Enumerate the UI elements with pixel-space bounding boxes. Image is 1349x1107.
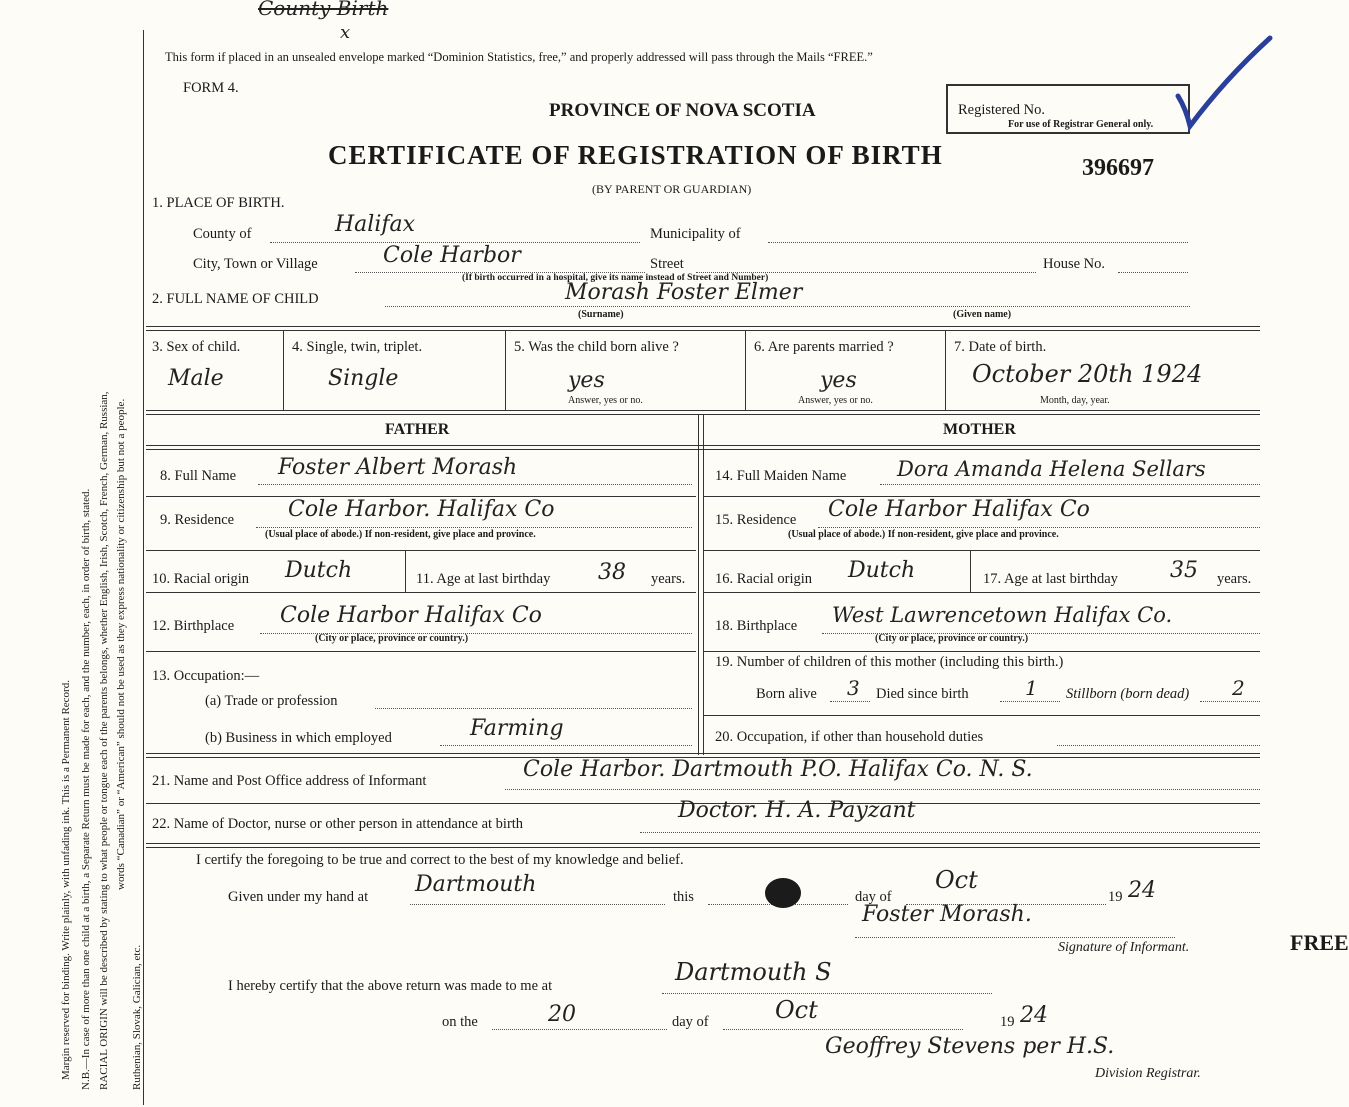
mother-name-value: Dora Amanda Helena Sellars — [897, 457, 1206, 481]
certificate-number: 396697 — [1082, 155, 1154, 181]
form-number: FORM 4. — [183, 80, 239, 96]
registrar-month: Oct — [775, 996, 818, 1024]
province-heading: PROVINCE OF NOVA SCOTIA — [549, 100, 816, 121]
registrar-text: I hereby certify that the above return was made to me at — [228, 978, 553, 994]
binding-line — [143, 30, 144, 1105]
father-heading: FATHER — [385, 421, 450, 438]
married-note: Answer, yes or no. — [798, 395, 873, 406]
given-label: Given under my hand at — [228, 889, 369, 905]
county-value: Halifax — [335, 212, 416, 237]
annotation-county-birth: County Birth — [258, 0, 389, 20]
certificate-title: CERTIFICATE OF REGISTRATION OF BIRTH — [328, 140, 943, 170]
single-label: 4. Single, twin, triplet. — [292, 339, 423, 355]
alive-note: Answer, yes or no. — [568, 395, 643, 406]
margin-note-1: Margin reserved for binding. Write plainly, with unfading ink. This is a Permanent Record. — [60, 680, 72, 1080]
registrar-year: 24 — [1020, 1003, 1048, 1028]
sex-value: Male — [168, 366, 224, 391]
business-value: Farming — [470, 716, 564, 741]
mother-name-label: 14. Full Maiden Name — [715, 468, 847, 484]
doctor-value: Doctor. H. A. Payzant — [678, 798, 916, 823]
informant-value: Cole Harbor. Dartmouth P.O. Halifax Co. N. S. — [523, 757, 1033, 782]
mother-heading: MOTHER — [943, 421, 1016, 438]
county-label: County of — [193, 226, 252, 242]
died-value: 1 — [1025, 676, 1038, 700]
city-label: City, Town or Village — [193, 256, 318, 272]
margin-note-5: Ruthenian, Slovak, Galician, etc. — [131, 944, 143, 1090]
father-res-value: Cole Harbor. Halifax Co — [288, 497, 555, 522]
informant-label: 21. Name and Post Office address of Informant — [152, 773, 427, 789]
stillborn-label: Stillborn (born dead) — [1066, 686, 1190, 702]
date-label: 7. Date of birth. — [954, 339, 1047, 355]
children-label: 19. Number of children of this mother (including this birth.) — [715, 654, 1064, 670]
married-label: 6. Are parents married ? — [754, 339, 894, 355]
informant-signature-label: Signature of Informant. — [1058, 940, 1190, 955]
mother-racial-label: 16. Racial origin — [715, 571, 813, 587]
certificate-subtitle: (BY PARENT OR GUARDIAN) — [592, 182, 752, 196]
born-alive-label: Born alive — [756, 686, 817, 702]
business-label: (b) Business in which employed — [205, 730, 392, 746]
father-racial-value: Dutch — [285, 558, 353, 583]
registered-label: Registered No. — [958, 102, 1045, 118]
certify-year: 24 — [1128, 878, 1156, 903]
stillborn-value: 2 — [1232, 676, 1245, 700]
mail-notice: This form if placed in an unsealed envelope marked “Dominion Statistics, free,” and properly addressed will pass through the Mails “FREE.” — [165, 50, 873, 64]
margin-note-3: RACIAL ORIGIN will be described by stating to what people or tongue each of the parents belongs, whether English, Irish, Scotch, French, German, Russian, — [98, 391, 110, 1090]
street-label: Street — [650, 256, 684, 272]
registered-box — [946, 84, 1190, 134]
mother-res-value: Cole Harbor Halifax Co — [828, 497, 1090, 522]
margin-note-2: N.B.—In case of more than one child at a birth, a Separate Return must be made for each, and the number, each, in order of birth, stated. — [80, 488, 92, 1090]
father-racial-label: 10. Racial origin — [152, 571, 250, 587]
father-age-value: 38 — [598, 560, 626, 585]
father-birth-note: (City or place, province or country.) — [315, 633, 469, 644]
hospital-note: (If birth occurred in a hospital, give its name instead of Street and Number) — [462, 273, 769, 283]
ink-blot — [765, 878, 801, 908]
registrar-day-of-label: day of — [672, 1014, 709, 1030]
father-birth-label: 12. Birthplace — [152, 618, 235, 634]
registrar-label: Division Registrar. — [1095, 1066, 1201, 1081]
alive-value: yes — [568, 368, 605, 393]
registrar-year-prefix: 19 — [1000, 1014, 1015, 1030]
father-name-value: Foster Albert Morash — [278, 455, 518, 480]
registered-note: For use of Registrar General only. — [1008, 119, 1154, 130]
father-age-label: 11. Age at last birthday — [416, 571, 551, 587]
occupation-label: 13. Occupation:— — [152, 668, 260, 684]
father-res-note: (Usual place of abode.) If non-resident, give place and province. — [265, 529, 536, 540]
date-value: October 20th 1924 — [972, 360, 1203, 388]
annotation-x: x — [340, 22, 351, 43]
given-note: (Given name) — [953, 309, 1012, 320]
on-the-label: on the — [442, 1014, 478, 1030]
surname-note: (Surname) — [578, 309, 624, 320]
mother-res-label: 15. Residence — [715, 512, 797, 528]
given-place: Dartmouth — [415, 872, 537, 897]
this-label: this — [673, 889, 694, 905]
sex-label: 3. Sex of child. — [152, 339, 241, 355]
date-note: Month, day, year. — [1040, 395, 1110, 406]
born-alive-value: 3 — [847, 676, 860, 700]
mother-birth-label: 18. Birthplace — [715, 618, 798, 634]
alive-label: 5. Was the child born alive ? — [514, 339, 679, 355]
father-name-label: 8. Full Name — [160, 468, 237, 484]
registrar-signature: Geoffrey Stevens per H.S. — [825, 1034, 1115, 1059]
house-label: House No. — [1043, 256, 1106, 272]
municipality-label: Municipality of — [650, 226, 741, 242]
mother-occupation-label: 20. Occupation, if other than household duties — [715, 729, 984, 745]
informant-signature: Foster Morash. — [862, 902, 1032, 927]
margin-note-4: words “Canadian” or “American” should not be used as they express nationality or citizenship but not a people. — [115, 398, 127, 890]
mother-birth-note: (City or place, province or country.) — [875, 633, 1029, 644]
child-name-value: Morash Foster Elmer — [565, 280, 803, 305]
father-years: years. — [651, 571, 686, 587]
mother-years: years. — [1217, 571, 1252, 587]
married-value: yes — [820, 368, 857, 393]
died-label: Died since birth — [876, 686, 969, 702]
doctor-label: 22. Name of Doctor, nurse or other person in attendance at birth — [152, 816, 524, 832]
trade-label: (a) Trade or profession — [205, 693, 338, 709]
registrar-place: Dartmouth S — [675, 958, 832, 986]
free-stamp: FREE — [1290, 930, 1349, 955]
day-of-label: day of — [855, 889, 892, 905]
mother-racial-value: Dutch — [848, 558, 916, 583]
child-name-label: 2. FULL NAME OF CHILD — [152, 291, 319, 307]
certify-text: I certify the foregoing to be true and correct to the best of my knowledge and belief. — [196, 852, 684, 868]
place-heading: 1. PLACE OF BIRTH. — [152, 195, 285, 211]
certify-year-prefix: 19 — [1108, 889, 1123, 905]
father-birth-value: Cole Harbor Halifax Co — [280, 603, 542, 628]
certify-month: Oct — [935, 866, 978, 894]
single-value: Single — [328, 366, 399, 391]
father-res-label: 9. Residence — [160, 512, 235, 528]
mother-age-label: 17. Age at last birthday — [983, 571, 1118, 587]
city-value: Cole Harbor — [383, 243, 521, 268]
mother-res-note: (Usual place of abode.) If non-resident, give place and province. — [788, 529, 1059, 540]
registrar-day: 20 — [548, 1002, 576, 1027]
blue-check-icon — [1170, 34, 1280, 134]
mother-age-value: 35 — [1170, 558, 1198, 583]
mother-birth-value: West Lawrencetown Halifax Co. — [832, 603, 1173, 627]
